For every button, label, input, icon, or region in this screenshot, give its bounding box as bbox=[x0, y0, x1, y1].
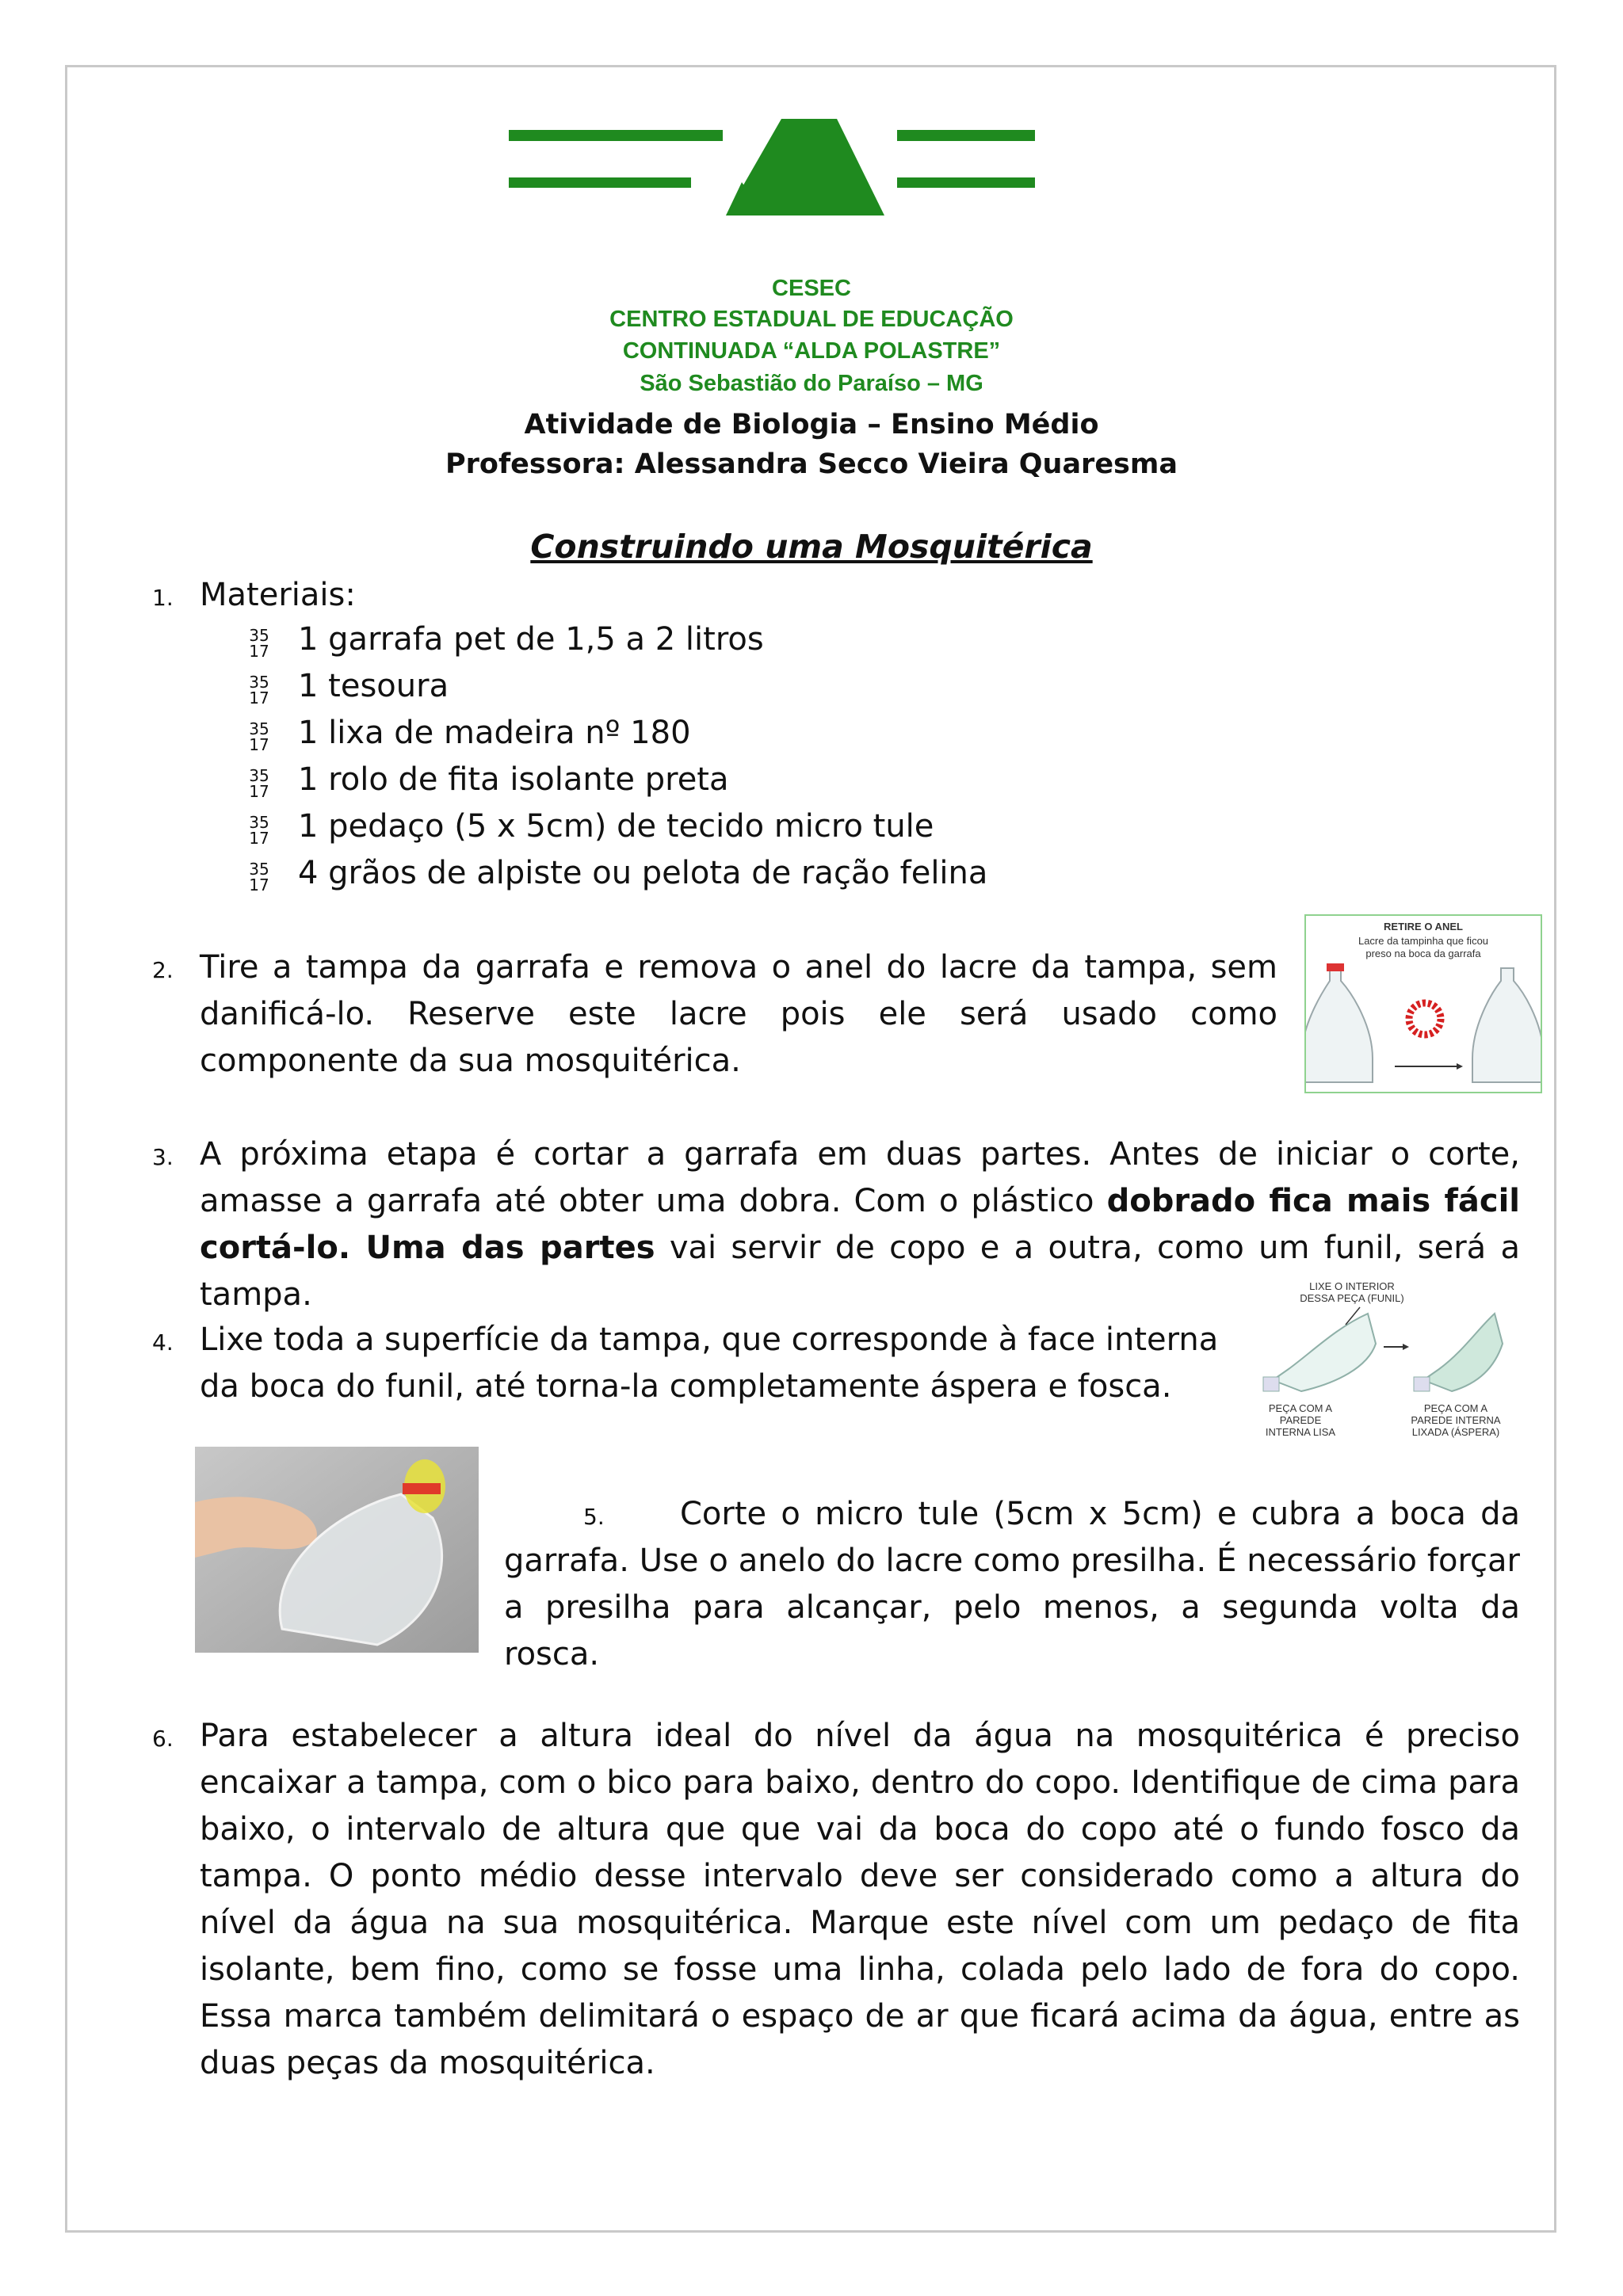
step-number: 3. bbox=[152, 1144, 174, 1170]
bullet-icon: 35 17 bbox=[249, 766, 269, 801]
step-2-text: Tire a tampa da garrafa e remova o anel do lacre da tampa, sem danificá-lo. Reserve este lacre pois ele será usado como componente da sua mosquitérica. bbox=[200, 949, 1277, 1079]
bullet-icon: 35 17 bbox=[249, 626, 269, 661]
step-number: 1. bbox=[152, 585, 174, 611]
step-6-text: Para estabelecer a altura ideal do nível da água na mosquitérica é preciso encaixar a tampa, com o bico para baixo, dentro do copo. Identifique de cima para baixo, o intervalo de altura que que vai da boca do copo até o fundo fosco da tampa. O ponto médio desse intervalo deve ser considerado como a altura do nível da água na sua mosquitérica. Marque este nível com um pedaço de fita isolante, bem fino, como se fosse uma linha, colada pelo lado de fora do copo. Essa marca também delimitará o espaço de ar que ficará acima da água, entre as duas peças da mosquitérica. bbox=[200, 1718, 1520, 2081]
funnel-illustration bbox=[1257, 1304, 1507, 1399]
step-5-text: Corte o micro tule (5cm x 5cm) e cubra a boca da garrafa. Use o anelo do lacre como presilha. É necessário forçar a presilha para alcançar, pelo menos, a segunda volta da rosca. bbox=[504, 1496, 1520, 1672]
bullet-icon: 35 17 bbox=[249, 719, 269, 754]
step-4-text: Lixe toda a superfície da tampa, que corresponde à face interna da boca do funil, até torna-la completamente áspera e fosca. bbox=[200, 1322, 1219, 1405]
figure-caption: Lacre da tampinha que ficou bbox=[1358, 935, 1489, 947]
step-3-text: A próxima etapa é cortar a garrafa em duas partes. Antes de iniciar o corte, amasse a garrafa até obter uma dobra. Com o plástico dobrado fica mais fácil cortá-lo. Uma das partes vai servir de copo e a outra, como um funil, será a tampa. bbox=[200, 1136, 1521, 1313]
figure-label: LIXADA (ÁSPERA) bbox=[1411, 1426, 1500, 1438]
activity-heading: Atividade de Biologia – Ensino Médio bbox=[524, 409, 1099, 441]
figure-title: DESSA PEÇA (FUNIL) bbox=[1300, 1292, 1404, 1304]
school-name-line1: CENTRO ESTADUAL DE EDUCAÇÃO bbox=[609, 307, 1014, 332]
sanding-figure bbox=[1257, 1277, 1507, 1444]
figure-label: PAREDE INTERNA bbox=[1411, 1414, 1501, 1426]
teacher-heading: Professora: Alessandra Secco Vieira Quaresma bbox=[445, 448, 1178, 480]
school-location: São Sebastião do Paraíso – MG bbox=[640, 371, 983, 396]
bullet-icon: 35 17 bbox=[249, 813, 269, 848]
figure-title: RETIRE O ANEL bbox=[1384, 921, 1463, 933]
bold-emphasis: dobrado fica mais fácil cortá-lo. Uma das partes bbox=[200, 1183, 1520, 1266]
page-title: Construindo uma Mosquitérica bbox=[530, 528, 1093, 566]
step-number: 5. bbox=[583, 1504, 605, 1530]
step-number: 2. bbox=[152, 957, 174, 983]
bullet-icon: 35 17 bbox=[249, 860, 269, 894]
school-name-line2: CONTINUADA “ALDA POLASTRE” bbox=[622, 338, 1001, 364]
ring-removal-figure bbox=[1304, 914, 1542, 1093]
cesec-logo bbox=[504, 111, 1043, 230]
step-number: 4. bbox=[152, 1329, 174, 1356]
figure-label: PEÇA COM A bbox=[1268, 1402, 1333, 1414]
hand-photo bbox=[195, 1447, 479, 1653]
bottle-illustration bbox=[1306, 963, 1541, 1092]
figure-label: PEÇA COM A bbox=[1423, 1402, 1488, 1414]
figure-label: PAREDE bbox=[1279, 1414, 1322, 1426]
figure-label: INTERNA LISA bbox=[1265, 1426, 1336, 1438]
school-acronym: CESEC bbox=[772, 276, 851, 301]
materials-label: Materiais: bbox=[200, 577, 356, 613]
step-number: 6. bbox=[152, 1726, 174, 1752]
hand-with-funnel-photo bbox=[195, 1447, 479, 1653]
figure-caption: preso na boca da garrafa bbox=[1365, 948, 1481, 959]
figure-title: LIXE O INTERIOR bbox=[1309, 1280, 1395, 1292]
bullet-icon: 35 17 bbox=[249, 673, 269, 707]
